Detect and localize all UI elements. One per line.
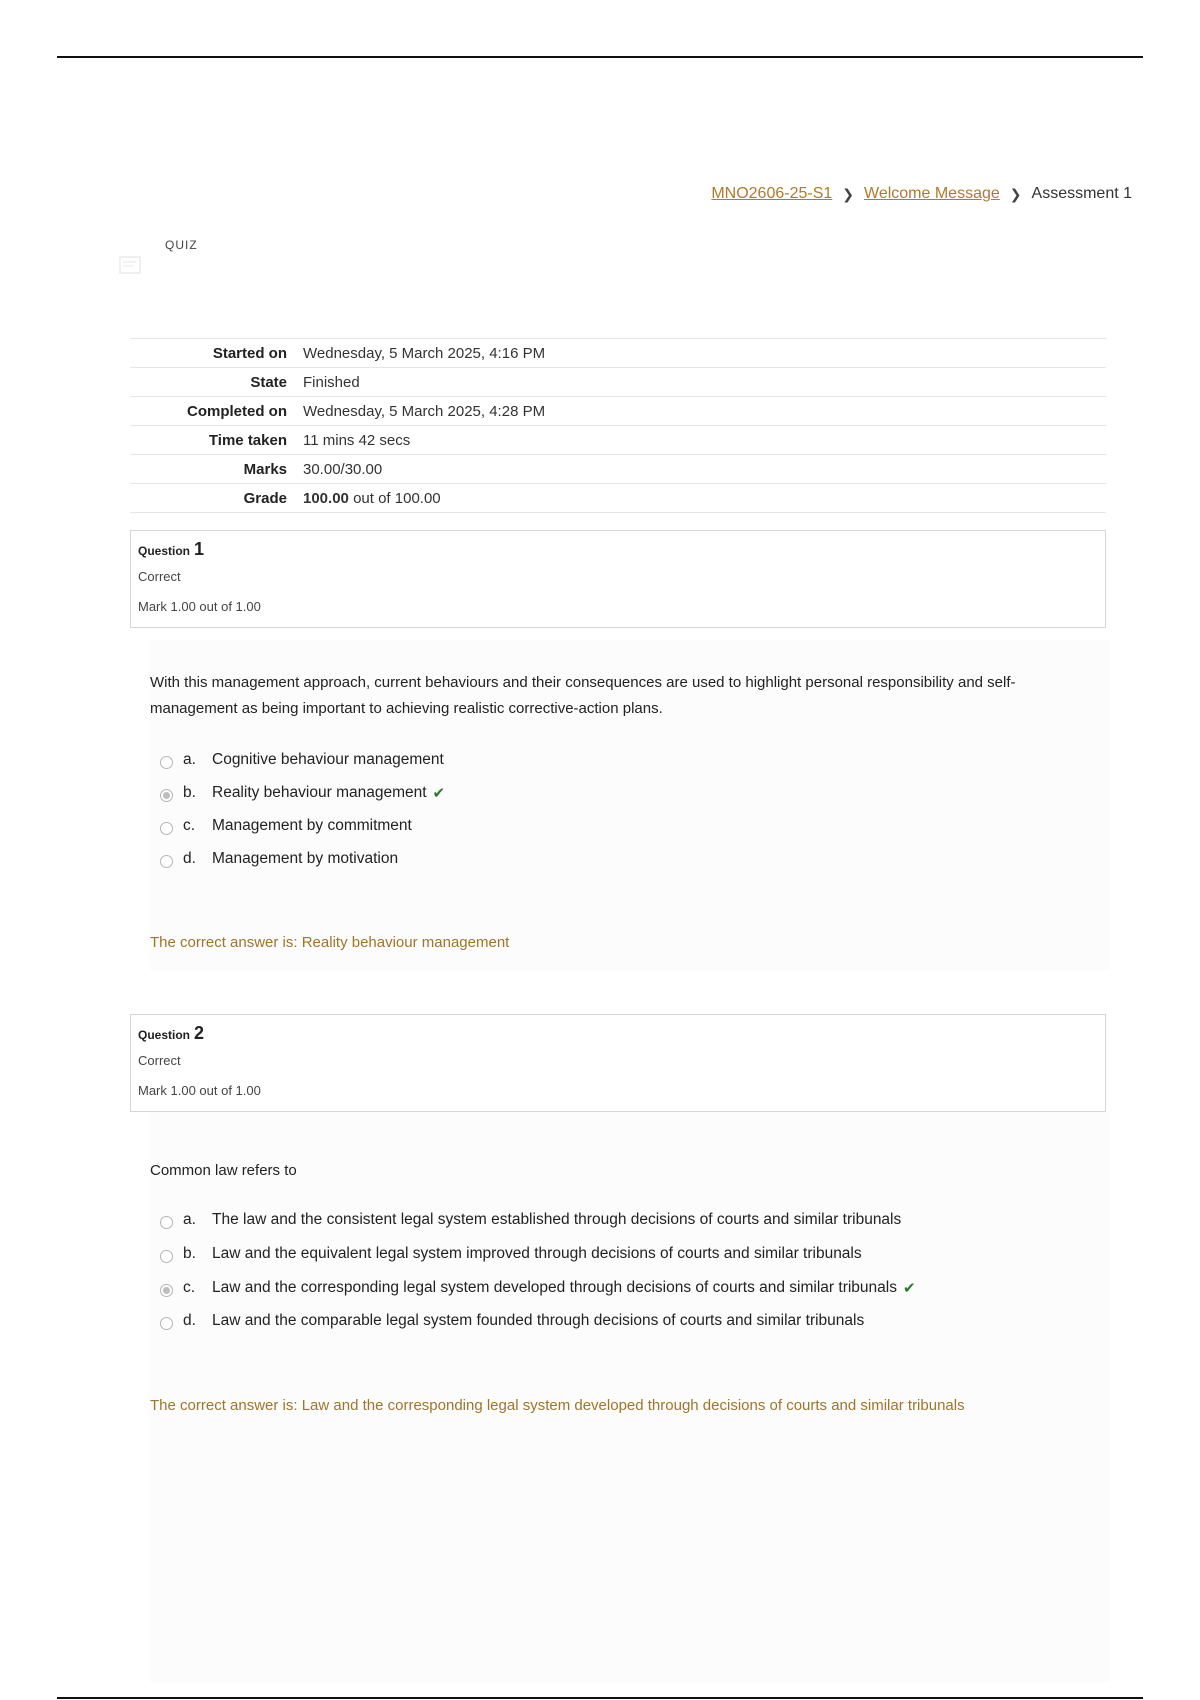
summary-row bbox=[130, 339, 1106, 368]
summary-value: 30.00/30.00 bbox=[303, 460, 383, 478]
question-label: Question bbox=[138, 1028, 191, 1042]
answer-option-d[interactable] bbox=[160, 1311, 864, 1330]
question-info-box bbox=[130, 530, 1106, 628]
question-title bbox=[138, 539, 204, 560]
answer-text: Law and the equivalent legal system improved through decisions of courts and similar tribunals bbox=[212, 1244, 862, 1262]
question-number: 1 bbox=[194, 539, 205, 559]
answer-letter: c. bbox=[183, 816, 196, 834]
breadcrumb bbox=[711, 185, 1132, 203]
answer-option-b[interactable] bbox=[160, 783, 445, 802]
answer-text: Law and the corresponding legal system developed through decisions of courts and similar tribunals bbox=[212, 1278, 897, 1296]
answer-letter: a. bbox=[183, 1210, 196, 1228]
answer-text: Management by commitment bbox=[212, 816, 412, 834]
check-icon: ✔ bbox=[902, 1279, 916, 1297]
question-title bbox=[138, 1023, 204, 1044]
summary-label: Completed on bbox=[187, 402, 287, 420]
radio-button[interactable] bbox=[160, 756, 173, 769]
correct-answer-feedback: The correct answer is: Reality behaviour management bbox=[150, 934, 510, 951]
answer-letter: c. bbox=[183, 1278, 196, 1296]
summary-row bbox=[130, 397, 1106, 426]
summary-value: Wednesday, 5 March 2025, 4:16 PM bbox=[303, 344, 546, 362]
radio-button-selected[interactable] bbox=[160, 789, 173, 802]
answer-letter: d. bbox=[183, 849, 196, 867]
module-type-label: QUIZ bbox=[165, 238, 198, 252]
attempt-summary-table bbox=[130, 338, 1106, 513]
summary-value: 11 mins 42 secs bbox=[303, 431, 411, 449]
answer-letter: b. bbox=[183, 783, 196, 801]
answer-option-b[interactable] bbox=[160, 1244, 862, 1263]
grade-cell bbox=[303, 484, 1106, 513]
radio-button[interactable] bbox=[160, 1216, 173, 1229]
page-bottom-rule bbox=[57, 1697, 1143, 1699]
check-icon: ✔ bbox=[432, 784, 446, 802]
radio-button[interactable] bbox=[160, 855, 173, 868]
answer-letter: d. bbox=[183, 1311, 196, 1329]
question-label: Question bbox=[138, 544, 191, 558]
answer-text: Reality behaviour management bbox=[212, 783, 427, 801]
radio-button[interactable] bbox=[160, 822, 173, 835]
grade-value: 100.00 bbox=[303, 489, 349, 507]
answer-text: Management by motivation bbox=[212, 849, 399, 867]
summary-label: Marks bbox=[243, 460, 287, 478]
radio-button-selected[interactable] bbox=[160, 1284, 173, 1297]
radio-button[interactable] bbox=[160, 1317, 173, 1330]
summary-value: Finished bbox=[303, 373, 360, 391]
question-info-box bbox=[130, 1014, 1106, 1112]
grade-label: Grade bbox=[243, 489, 287, 507]
answer-option-c[interactable] bbox=[160, 816, 412, 835]
breadcrumb-welcome-link[interactable]: Welcome Message bbox=[864, 185, 1000, 202]
answer-letter: a. bbox=[183, 750, 196, 768]
summary-label: Started on bbox=[212, 344, 287, 362]
summary-row bbox=[130, 426, 1106, 455]
summary-row bbox=[130, 368, 1106, 397]
answer-option-a[interactable] bbox=[160, 750, 444, 769]
correct-answer-feedback: The correct answer is: Law and the corresponding legal system developed through decisions of courts and similar tribunals bbox=[150, 1397, 965, 1414]
chevron-right-icon: ❯ bbox=[1009, 185, 1022, 202]
radio-button[interactable] bbox=[160, 1250, 173, 1263]
page-top-rule bbox=[57, 56, 1143, 58]
question-body bbox=[150, 1112, 1110, 1682]
question-text: With this management approach, current behaviours and their consequences are used to highlight personal responsibility and self-management as being important to achieving realistic corrective-action plans. bbox=[150, 674, 1016, 717]
grade-suffix: out of 100.00 bbox=[353, 489, 441, 507]
answer-text: The law and the consistent legal system established through decisions of courts and similar tribunals bbox=[212, 1210, 902, 1228]
summary-value: Wednesday, 5 March 2025, 4:28 PM bbox=[303, 402, 546, 420]
answer-letter: b. bbox=[183, 1244, 196, 1262]
question-state: Correct bbox=[138, 1053, 181, 1068]
question-state: Correct bbox=[138, 569, 181, 584]
breadcrumb-course-link[interactable]: MNO2606-25-S1 bbox=[711, 185, 833, 202]
answer-text: Law and the comparable legal system founded through decisions of courts and similar tribunals bbox=[212, 1311, 865, 1329]
answer-option-a[interactable] bbox=[160, 1210, 901, 1229]
answer-option-d[interactable] bbox=[160, 849, 398, 868]
question-mark: Mark 1.00 out of 1.00 bbox=[138, 1083, 261, 1098]
question-number: 2 bbox=[194, 1023, 205, 1043]
answer-text: Cognitive behaviour management bbox=[212, 750, 444, 768]
summary-row-grade bbox=[130, 484, 1106, 513]
question-text: Common law refers to bbox=[150, 1162, 297, 1179]
question-mark: Mark 1.00 out of 1.00 bbox=[138, 599, 261, 614]
chevron-right-icon: ❯ bbox=[842, 185, 855, 202]
summary-row bbox=[130, 455, 1106, 484]
quiz-icon bbox=[118, 255, 142, 275]
summary-label: Time taken bbox=[208, 431, 287, 449]
breadcrumb-current: Assessment 1 bbox=[1031, 185, 1132, 202]
summary-label: State bbox=[250, 373, 287, 391]
question-body bbox=[150, 640, 1110, 970]
answer-option-c[interactable] bbox=[160, 1278, 916, 1297]
